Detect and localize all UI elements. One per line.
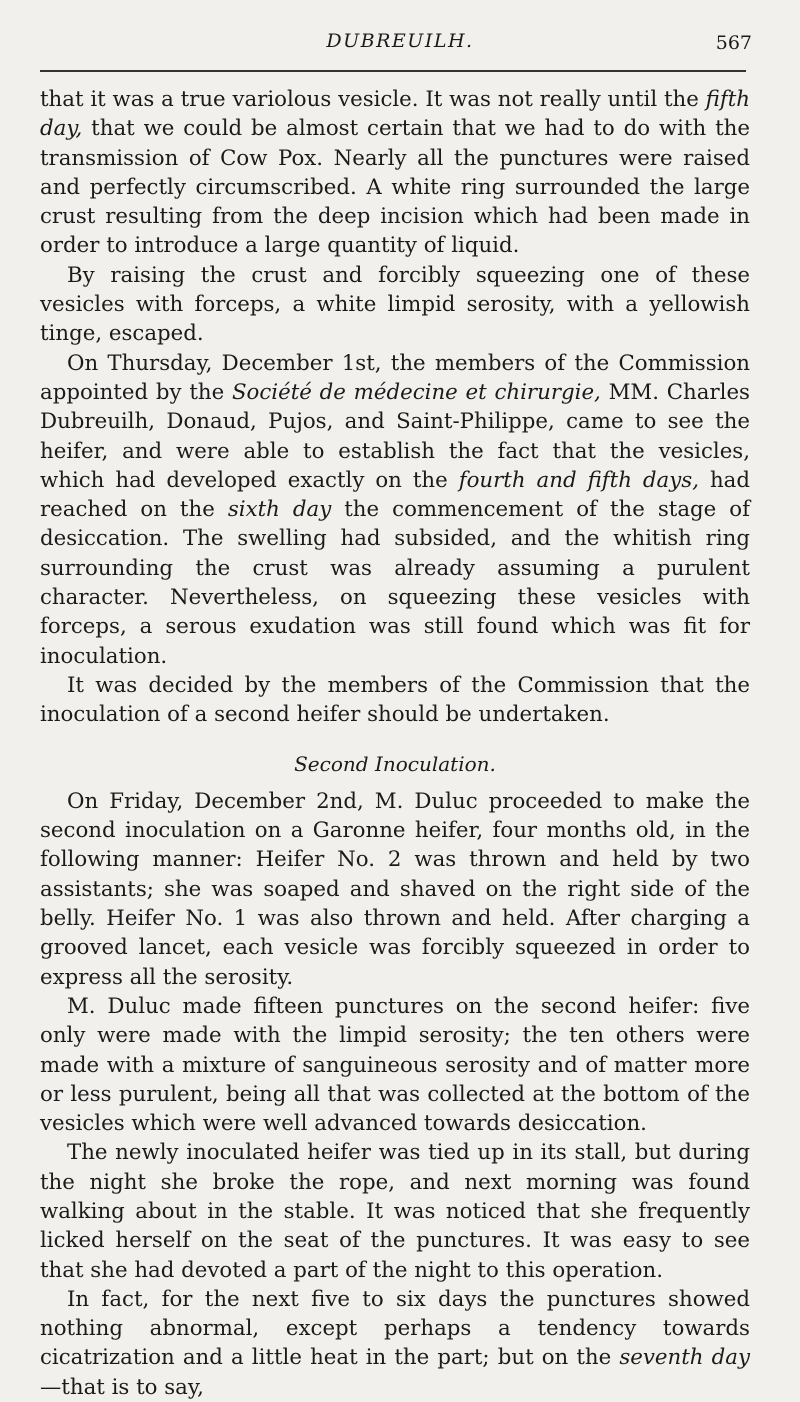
italic-run: Société de médecine et chirurgie, xyxy=(231,379,601,405)
paragraph-2: By raising the crust and forcibly squeezing one of these vesicles with forceps, a white limpid serosity, with a yellowish tinge, escaped. xyxy=(40,262,750,347)
paragraph-4: It was decided by the members of the Commission that the inoculation of a second heifer should be undertaken. xyxy=(40,672,750,728)
paragraph-8 xyxy=(40,1285,750,1402)
body-text xyxy=(40,85,750,1402)
italic-run: seventh day xyxy=(619,1345,750,1371)
italic-run: fifth day, xyxy=(40,87,750,142)
header-rule xyxy=(40,70,746,72)
paragraph-1 xyxy=(40,85,750,261)
paragraph-7: The newly inoculated heifer was tied up in its stall, but during the night she broke the rope, and next morning was found walking about in the stable. It was noticed that she frequently licked herself on the seat of the punctures. It was easy to see that she had devoted a part of the night to this operation. xyxy=(40,1140,750,1283)
text-run: that it was a true variolous vesicle. It was not really until the xyxy=(40,87,706,112)
running-head xyxy=(40,30,760,60)
text-run: MM. Charles Dubreuilh, Donaud, Pujos, and Saint-Philippe, came to see the heifer, and were able to establish the fact that the vesicles, which had developed exactly on the xyxy=(40,379,750,493)
text-run: the commencement of the stage of desiccation. The swelling had subsided, and the whitish ring surrounding the crust was already assuming a purulent character. Nevertheless, on squeezing these vesicles with forceps, a serous exudation was still found which was fit for inoculation. xyxy=(40,497,750,669)
paragraph-6: M. Duluc made fifteen punctures on the second heifer: five only were made with the limpid serosity; the ten others were made with a mixture of sanguineous serosity and of matter more or less purulent, being all that was collected at the bottom of the vesicles which were well advanced towards desiccation. xyxy=(40,993,750,1137)
running-title: DUBREUILH. xyxy=(326,30,474,52)
text-run: In fact, for the next five to six days the punctures showed nothing abnormal, except perhaps a tendency towards cicatrization and a little heat in the part; but on the xyxy=(40,1286,750,1371)
paragraph-3 xyxy=(40,349,750,671)
section-heading: Second Inoculation. xyxy=(294,751,496,776)
text-run: that we could be almost certain that we had to do with the transmission of Cow Pox. Nearly all the punctures were raised and perfectly circumscribed. A white ring surrounded the large crust resulting from the deep incision which had been made in order to introduce a large quantity of liquid. xyxy=(40,116,750,259)
text-run: —that is to say, xyxy=(40,1374,204,1400)
italic-run: fourth and fifth days, xyxy=(458,467,699,493)
text-run: had reached on the xyxy=(40,467,750,523)
page-number: 567 xyxy=(715,32,752,54)
paragraph-5: On Friday, December 2nd, M. Duluc proceeded to make the second inoculation on a Garonne heifer, four months old, in the following manner: Heifer No. 2 was thrown and held by two assistants; she was soaped and shaved on the right side of the belly. Heifer No. 1 was also thrown and held. After charging a grooved lancet, each vesicle was forcibly squeezed in order to express all the serosity. xyxy=(40,788,750,990)
italic-run: sixth day xyxy=(227,497,332,523)
text-run: On Thursday, December 1st, the members of the Commission appointed by the xyxy=(40,350,750,405)
